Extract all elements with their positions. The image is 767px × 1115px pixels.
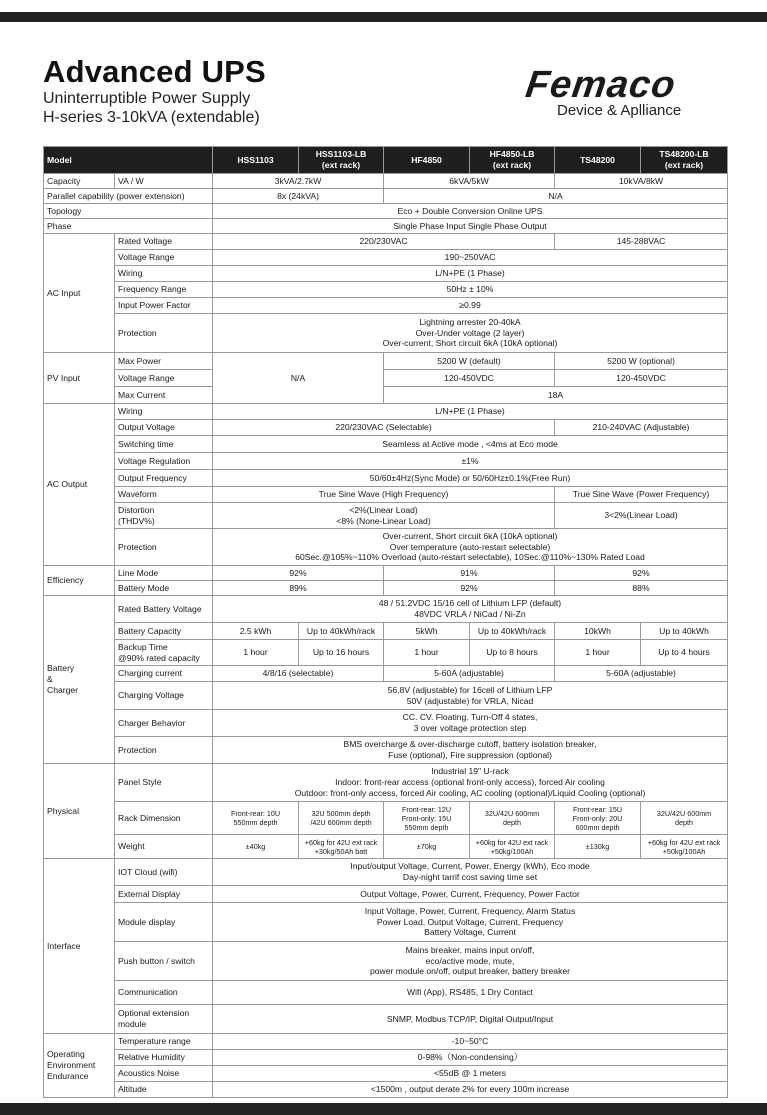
cell: Seamless at Active mode , <4ms at Eco mode	[213, 436, 728, 453]
table-row	[44, 764, 728, 802]
cell: Front-rear: 10U 550mm depth	[213, 802, 299, 835]
cell: 190~250VAC	[213, 250, 728, 266]
cell: 4/8/16 (selectable)	[213, 666, 384, 682]
table-row	[44, 453, 728, 470]
cell: 6kVA/5kW	[384, 174, 555, 189]
row-label: Switching time	[115, 436, 213, 453]
cell: True Sine Wave (High Frequency)	[213, 487, 555, 503]
cell: <1500m , output derate 2% for every 100m increase	[213, 1082, 728, 1098]
cell: 210-240VAC (Adjustable)	[555, 420, 728, 436]
table-row	[44, 219, 728, 234]
cell: Industrial 19" U-rack Indoor: front-rear access (optional front-only access), forced Air cooling Outdoor: front-only access, forced Air cooling, AC cooling (optional)/Liquid Cooling (optional)	[213, 764, 728, 802]
row-label: Frequency Range	[115, 282, 213, 298]
table-row	[44, 387, 728, 404]
table-row	[44, 802, 728, 835]
row-label: Max Current	[115, 387, 213, 404]
table-row	[44, 859, 728, 886]
cell: Single Phase Input Single Phase Output	[213, 219, 728, 234]
table-row	[44, 596, 728, 623]
table-row	[44, 298, 728, 314]
row-label: Charger Behavior	[115, 710, 213, 737]
row-label: Protection	[115, 314, 213, 353]
cell: Input Voltage, Power, Current, Frequency, Alarm Status Power Load, Output Voltage, Current, Frequency Battery Voltage, Current	[213, 903, 728, 942]
cell: ±130kg	[555, 835, 641, 859]
cell: Over-current, Short circuit 6kA (10kA optional) Over temperature (auto-restart selectable) 60Sec.@105%~110% Overload (auto-restart selectable), 10Sec.@110%~130% Rated Load	[213, 529, 728, 566]
page-subtitle-series: H-series 3-10kVA (extendable)	[43, 109, 260, 126]
cell: 18A	[384, 387, 728, 404]
cell: 5kWh	[384, 623, 470, 640]
table-row	[44, 886, 728, 903]
row-label: Max Power	[115, 353, 213, 370]
group-battery: Battery & Charger	[44, 596, 115, 764]
cell: 92%	[213, 566, 384, 581]
row-label: Waveform	[115, 487, 213, 503]
cell: 32U 500mm depth /42U 600mm depth	[299, 802, 384, 835]
table-row	[44, 234, 728, 250]
cell: 220/230VAC (Selectable)	[213, 420, 555, 436]
model-header: Model	[44, 147, 213, 174]
cell: 50Hz ± 10%	[213, 282, 728, 298]
cell: 32U/42U 600mm depth	[470, 802, 555, 835]
cell: 0-98%（Non-condensing）	[213, 1050, 728, 1066]
row-label: Input Power Factor	[115, 298, 213, 314]
spec-table	[43, 146, 728, 1098]
cell: Output Voltage, Power, Current, Frequency, Power Factor	[213, 886, 728, 903]
row-label: Output Voltage	[115, 420, 213, 436]
table-row	[44, 710, 728, 737]
table-row	[44, 640, 728, 666]
cell: BMS overcharge & over-discharge cutoff, battery isolation breaker, Fuse (optional), Fire suppression (optional)	[213, 737, 728, 764]
page-subtitle: Uninterruptible Power Supply	[43, 90, 251, 107]
table-row	[44, 266, 728, 282]
table-row	[44, 1082, 728, 1098]
row-label: Backup Time @90% rated capacity	[115, 640, 213, 666]
cell: 91%	[384, 566, 555, 581]
table-row	[44, 189, 728, 204]
cell: 1 hour	[555, 640, 641, 666]
row-label: Battery Mode	[115, 581, 213, 596]
table-row	[44, 1066, 728, 1082]
cell: Up to 8 hours	[470, 640, 555, 666]
row-label: Optional extension module	[115, 1005, 213, 1034]
row-label: Temperature range	[115, 1034, 213, 1050]
bottom-bar	[0, 1103, 767, 1115]
row-label: Panel Style	[115, 764, 213, 802]
table-row	[44, 470, 728, 487]
cell: 92%	[555, 566, 728, 581]
cell: Front-rear: 12U Front-only: 15U 550mm depth	[384, 802, 470, 835]
row-label: Topology	[44, 204, 213, 219]
model-hss1103: HSS1103	[213, 147, 299, 174]
cell: 92%	[384, 581, 555, 596]
table-row	[44, 835, 728, 859]
cell: Up to 40kWh/rack	[470, 623, 555, 640]
group-physical: Physical	[44, 764, 115, 859]
table-row	[44, 1005, 728, 1034]
table-row	[44, 204, 728, 219]
row-label: Altitude	[115, 1082, 213, 1098]
row-label: Charging Voltage	[115, 682, 213, 710]
table-row	[44, 666, 728, 682]
row-label: Voltage Regulation	[115, 453, 213, 470]
row-label: Battery Capacity	[115, 623, 213, 640]
cell: 5-60A (adjustable)	[384, 666, 555, 682]
table-row	[44, 487, 728, 503]
header-row	[44, 147, 728, 174]
model-ts48200-lb: TS48200-LB (ext rack)	[641, 147, 728, 174]
row-label: Module display	[115, 903, 213, 942]
table-row	[44, 623, 728, 640]
row-label: Relative Humidity	[115, 1050, 213, 1066]
table-row	[44, 174, 728, 189]
table-row	[44, 404, 728, 420]
table-row	[44, 250, 728, 266]
row-label: Protection	[115, 529, 213, 566]
cell: N/A	[213, 353, 384, 404]
row-label: Wiring	[115, 404, 213, 420]
model-hf4850: HF4850	[384, 147, 470, 174]
cell: SNMP, Modbus TCP/IP, Digital Output/Input	[213, 1005, 728, 1034]
cell: +60kg for 42U ext rack +50kg/100Ah	[470, 835, 555, 859]
cell: Lightning arrester 20-40kA Over-Under voltage (2 layer) Over-current, Short circuit 6kA (10kA optional)	[213, 314, 728, 353]
table-row	[44, 529, 728, 566]
table-row	[44, 903, 728, 942]
cell: 1 hour	[213, 640, 299, 666]
row-label: Protection	[115, 737, 213, 764]
row-label: Push button / switch	[115, 942, 213, 981]
group-efficiency: Efficiency	[44, 566, 115, 596]
cell: 2.5 kWh	[213, 623, 299, 640]
cell: Eco + Double Conversion Online UPS	[213, 204, 728, 219]
table-row	[44, 420, 728, 436]
cell: 1 hour	[384, 640, 470, 666]
cell: 5-60A (adjustable)	[555, 666, 728, 682]
cell: -10~50°C	[213, 1034, 728, 1050]
cell: 56.8V (adjustable) for 16cell of Lithium LFP 50V (adjustable) for VRLA, Nicad	[213, 682, 728, 710]
table-row	[44, 370, 728, 387]
table-row	[44, 981, 728, 1005]
table-row	[44, 682, 728, 710]
cell: L/N+PE (1 Phase)	[213, 404, 728, 420]
row-label: Phase	[44, 219, 213, 234]
table-row	[44, 581, 728, 596]
table-row	[44, 503, 728, 529]
cell: +60kg for 42U ext rack +30kg/50Ah batt	[299, 835, 384, 859]
group-pv-input: PV Input	[44, 353, 115, 404]
row-label: IOT Cloud (wifi)	[115, 859, 213, 886]
cell: N/A	[384, 189, 728, 204]
cell: 8x (24kVA)	[213, 189, 384, 204]
brand-logo: Femaco	[523, 64, 679, 106]
cell: <55dB @ 1 meters	[213, 1066, 728, 1082]
row-label: Acoustics Noise	[115, 1066, 213, 1082]
page-title: Advanced UPS	[43, 54, 266, 89]
cell: 3kVA/2.7kW	[213, 174, 384, 189]
cell: 120-450VDC	[384, 370, 555, 387]
model-hss1103-lb: HSS1103-LB (ext rack)	[299, 147, 384, 174]
top-bar	[0, 12, 767, 22]
row-label: Wiring	[115, 266, 213, 282]
table-row	[44, 1050, 728, 1066]
row-label: Rated Battery Voltage	[115, 596, 213, 623]
row-label: Voltage Range	[115, 370, 213, 387]
cell: Up to 40kWh	[641, 623, 728, 640]
group-interface: Interface	[44, 859, 115, 1034]
cell: 145-288VAC	[555, 234, 728, 250]
cell: CC. CV. Floating. Turn-Off 4 states, 3 over voltage protection step	[213, 710, 728, 737]
cell: Wifi (App), RS485, 1 Dry Contact	[213, 981, 728, 1005]
cell: Up to 40kWh/rack	[299, 623, 384, 640]
row-label: Capacity	[44, 174, 115, 189]
row-label: Parallel capability (power extension)	[44, 189, 213, 204]
model-hf4850-lb: HF4850-LB (ext rack)	[470, 147, 555, 174]
cell: 5200 W (optional)	[555, 353, 728, 370]
row-label: External Display	[115, 886, 213, 903]
model-ts48200: TS48200	[555, 147, 641, 174]
group-ac-input: AC Input	[44, 234, 115, 353]
table-row	[44, 942, 728, 981]
table-row	[44, 566, 728, 581]
cell: ≥0.99	[213, 298, 728, 314]
row-label: Voltage Range	[115, 250, 213, 266]
row-label: Rated Voltage	[115, 234, 213, 250]
cell: 5200 W (default)	[384, 353, 555, 370]
table-row	[44, 1034, 728, 1050]
row-label: Charging current	[115, 666, 213, 682]
cell: Up to 16 hours	[299, 640, 384, 666]
cell: Input/output Voltage, Current, Power, Energy (kWh), Eco mode Day-night tarrif cost saving time set	[213, 859, 728, 886]
cell: 32U/42U 600mm depth	[641, 802, 728, 835]
cell: 50/60±4Hz(Sync Mode) or 50/60Hz±0.1%(Free Run)	[213, 470, 728, 487]
row-label: Weight	[115, 835, 213, 859]
cell: Mains breaker, mains input on/off, eco/active mode, mute, power module on/off, output breaker, battery breaker	[213, 942, 728, 981]
cell: 10kWh	[555, 623, 641, 640]
cell: 120-450VDC	[555, 370, 728, 387]
cell: L/N+PE (1 Phase)	[213, 266, 728, 282]
cell: <2%(Linear Load) <8% (None-Linear Load)	[213, 503, 555, 529]
cell: 3<2%(Linear Load)	[555, 503, 728, 529]
row-sublabel: VA / W	[115, 174, 213, 189]
row-label: Distortion (THDV%)	[115, 503, 213, 529]
cell: Up to 4 hours	[641, 640, 728, 666]
cell: True Sine Wave (Power Frequency)	[555, 487, 728, 503]
group-environment: Operating Environment Endurance	[44, 1034, 115, 1098]
cell: 48 / 51.2VDC 15/16 cell of Lithium LFP (default) 48VDC VRLA / NiCad / Ni-Zn	[213, 596, 728, 623]
cell: ±40kg	[213, 835, 299, 859]
cell: 88%	[555, 581, 728, 596]
cell: Front-rear: 15U Front-only: 20U 600mm depth	[555, 802, 641, 835]
table-row	[44, 282, 728, 298]
table-row	[44, 353, 728, 370]
cell: ±1%	[213, 453, 728, 470]
row-label: Rack Dimension	[115, 802, 213, 835]
table-row	[44, 314, 728, 353]
cell: 89%	[213, 581, 384, 596]
cell: ±70kg	[384, 835, 470, 859]
table-row	[44, 436, 728, 453]
cell: 220/230VAC	[213, 234, 555, 250]
group-ac-output: AC Output	[44, 404, 115, 566]
row-label: Line Mode	[115, 566, 213, 581]
brand-tagline: Device & Aplliance	[557, 102, 682, 119]
cell: 10kVA/8kW	[555, 174, 728, 189]
row-label: Output Frequency	[115, 470, 213, 487]
table-row	[44, 737, 728, 764]
cell: +60kg for 42U ext rack +50kg/100Ah	[641, 835, 728, 859]
row-label: Communication	[115, 981, 213, 1005]
